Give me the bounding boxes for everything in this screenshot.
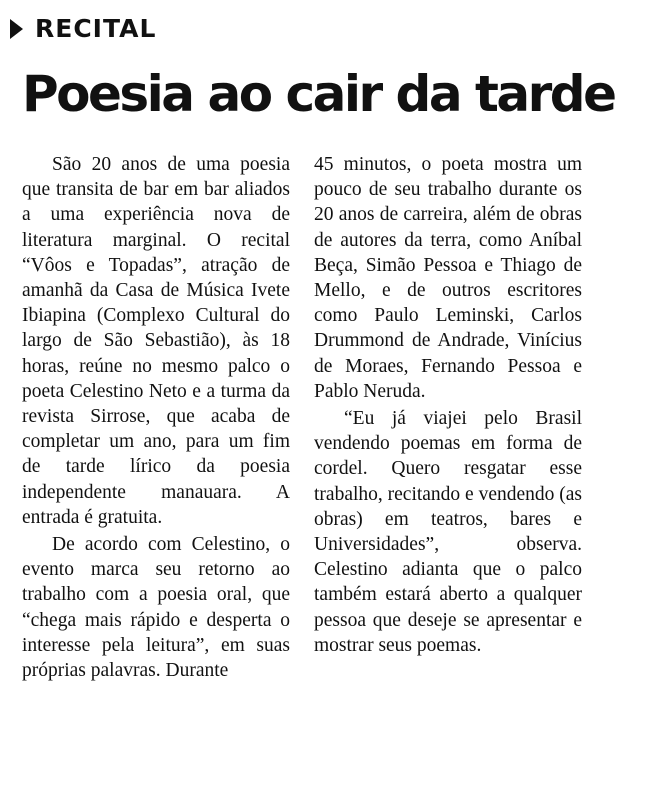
kicker-label: RECITAL xyxy=(35,14,157,43)
paragraph-2-continued: 45 minutos, o poeta mostra um pouco de seu trabalho durante os 20 anos de carreira, além de obras de autores da terra, como Aníbal Beça, Simão Pessoa e Thiago de Mello, e de outros escritores como Paulo Leminski, Carlos Drummond de Andrade, Vinícius de Moraes, Fernando Pessoa e Pablo Neruda. xyxy=(314,154,582,402)
column-left xyxy=(22,152,290,683)
article-body xyxy=(22,152,582,683)
paragraph-2: De acordo com Celestino, o evento marca seu retorno ao trabalho com a poesia oral, que “chega mais rápido e desperta o interesse pela leitura”, em suas próprias palavras. Durante xyxy=(22,534,290,682)
paragraph-3: “Eu já viajei pelo Brasil vendendo poemas em forma de cordel. Quero resgatar esse trabalho, recitando e vendendo (as obras) em teatros, bares e Universidades”, observa. Celestino adianta que o palco também estará aberto a qualquer pessoa que deseje se apresentar e mostrar seus poemas. xyxy=(314,408,583,656)
headline: Poesia ao cair da tarde xyxy=(22,65,615,123)
paragraph-1: São 20 anos de uma poesia que transita de bar em bar aliados a uma experiência nova de literatura marginal. O recital “Vôos e Topadas”, atração de amanhã da Casa de Música Ivete Ibiapina (Complexo Cultural do largo de São Sebastião), às 18 horas, reúne no mesmo palco o poeta Celestino Neto e a turma da revista Sirrose, que acaba de completar um ano, para um fim de tarde lírico da poesia independente manauara. A entrada é gratuita. xyxy=(22,154,290,528)
column-right xyxy=(314,152,582,683)
triangle-right-icon xyxy=(10,19,23,39)
section-kicker xyxy=(10,14,156,43)
